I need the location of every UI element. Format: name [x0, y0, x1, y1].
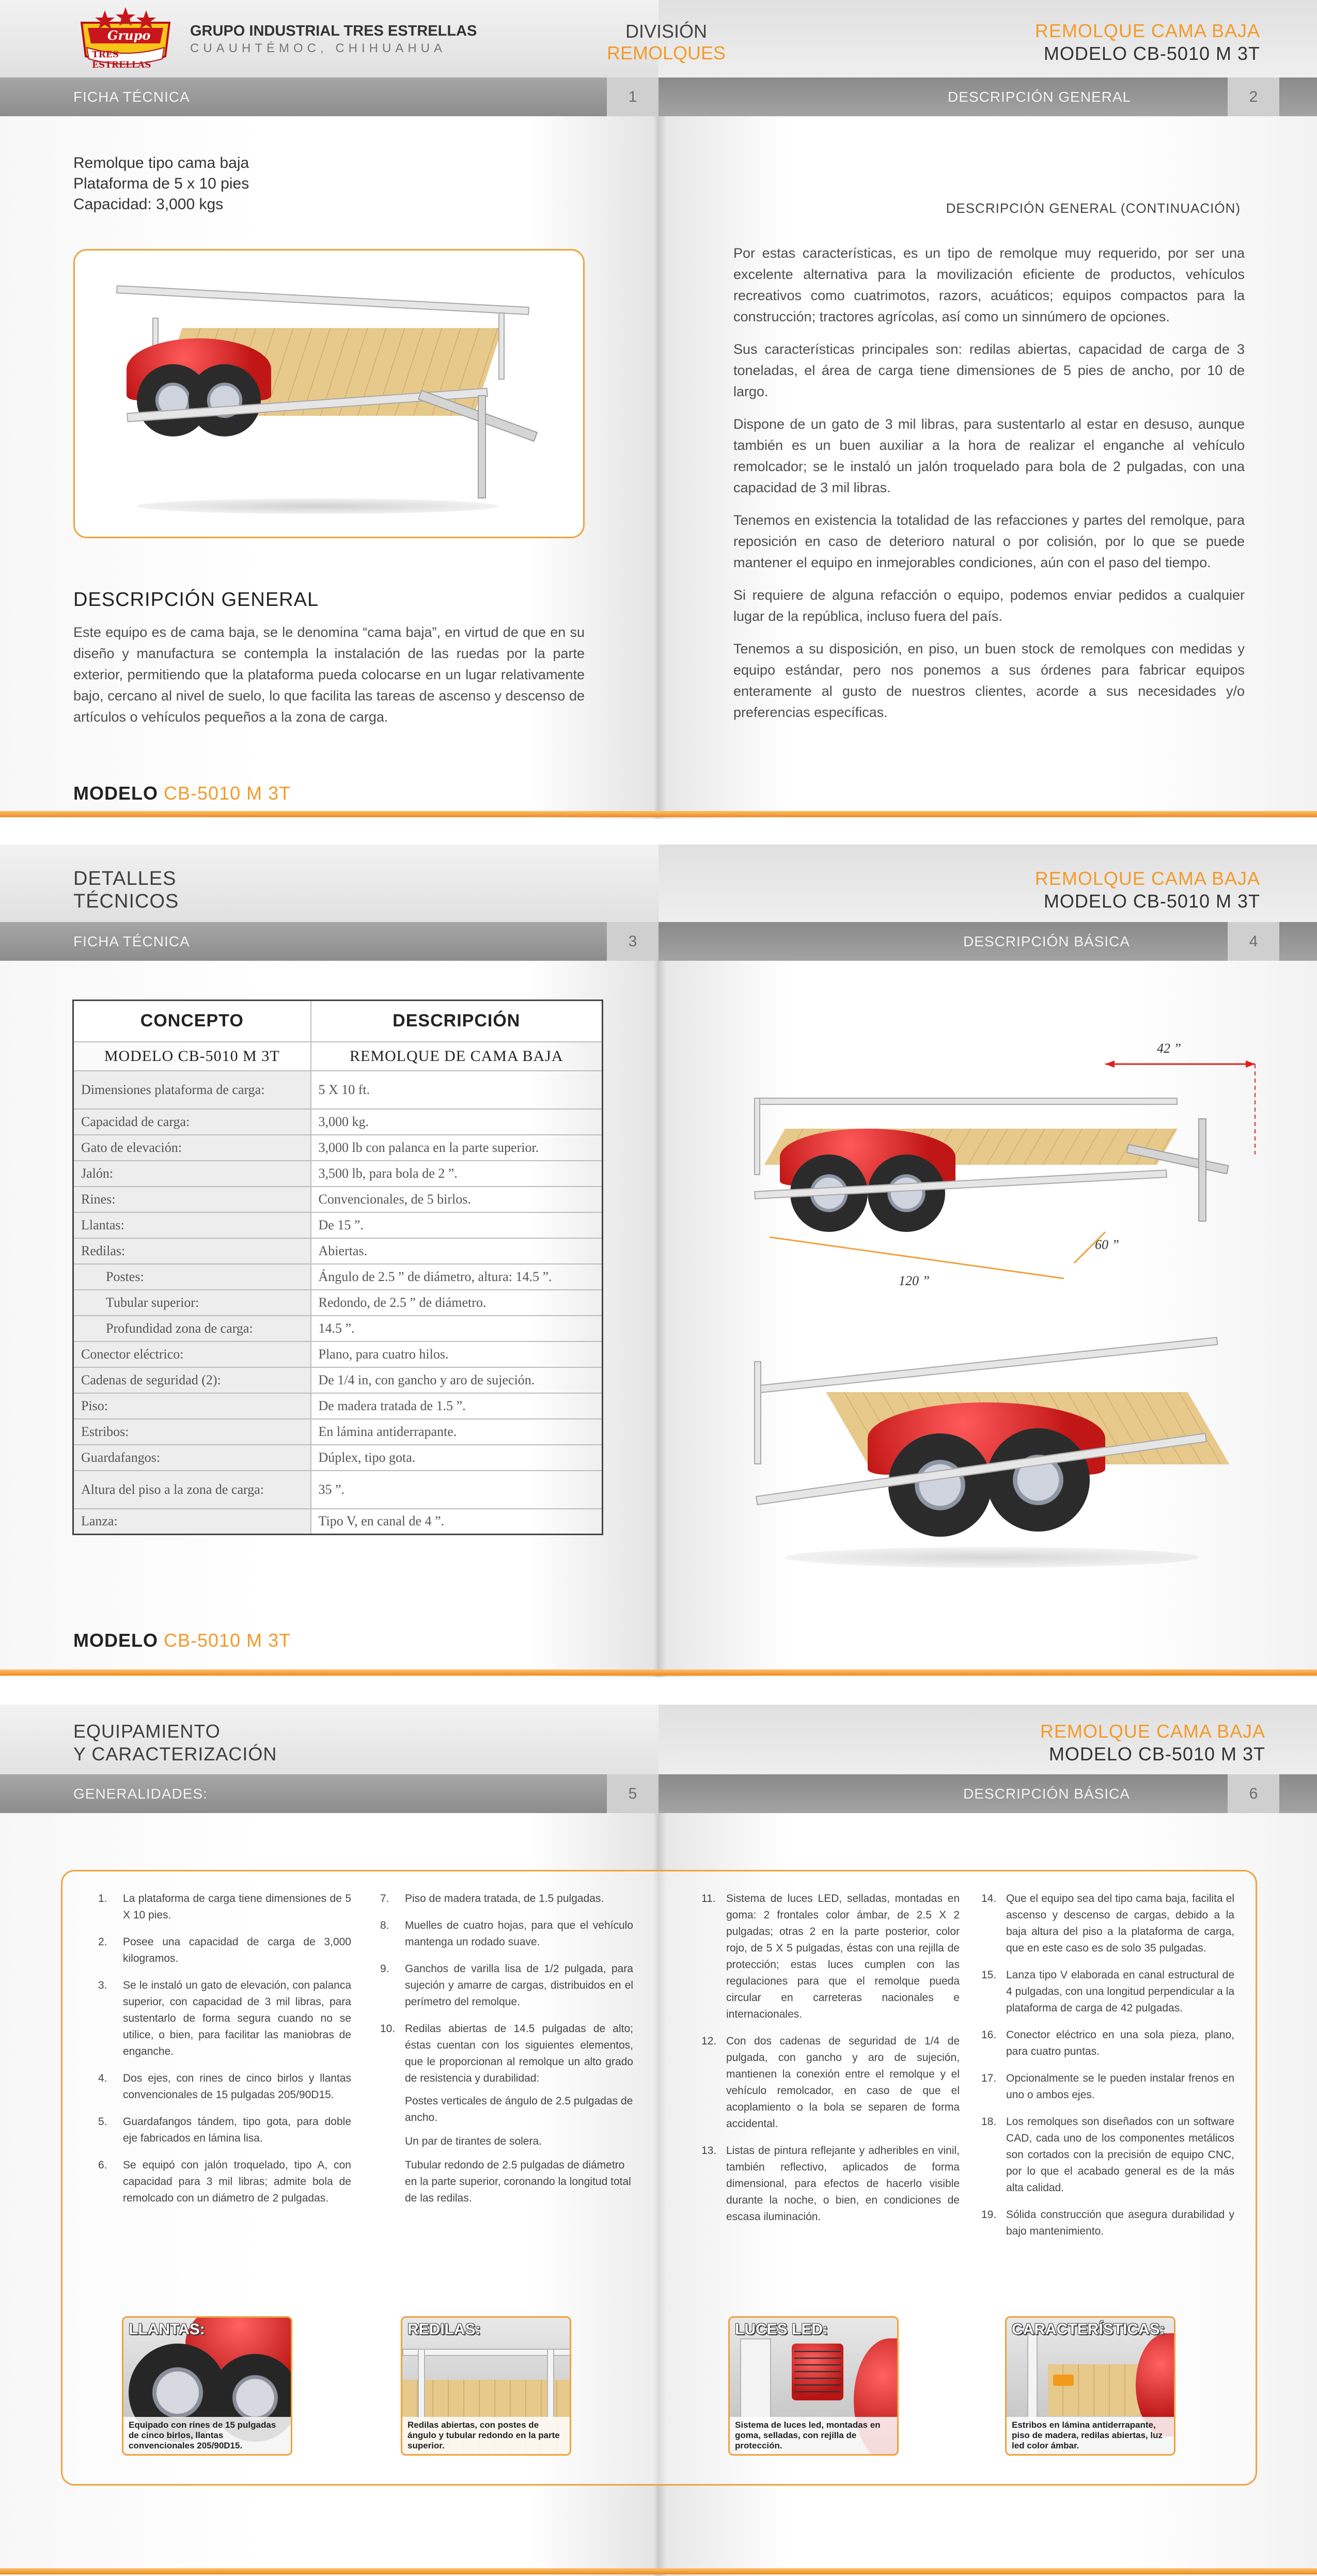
continuation-body [733, 243, 1245, 735]
photo-title: CARACTERÍSTICAS: [1012, 2321, 1165, 2338]
item-text: Posee una capacidad de carga de 3,000 kilogramos. [123, 1936, 351, 1964]
division-name: REMOLQUES [606, 42, 726, 64]
section-bar-left [0, 77, 658, 116]
item-number: 15. [981, 1969, 997, 1981]
continuation-heading: DESCRIPCIÓN GENERAL (CONTINUACIÓN) [946, 200, 1241, 216]
model-code: CB-5010 M 3T [164, 1630, 291, 1651]
section-bar-right [658, 922, 1317, 961]
photo-redilas [401, 2316, 571, 2456]
list-item [380, 2021, 633, 2087]
item-number: 4. [98, 2072, 107, 2084]
description-cell: En lámina antiderrapante. [311, 1419, 603, 1445]
table-header-descripcion: DESCRIPCIÓN [311, 1001, 603, 1042]
list-item [981, 2207, 1234, 2240]
orange-rule [0, 811, 1317, 817]
section-title-line: DETALLES [73, 868, 177, 889]
product-model: MODELO CB-5010 M 3T [1048, 1743, 1265, 1765]
table-header-concepto: CONCEPTO [73, 1001, 311, 1042]
intro-line: Remolque tipo cama baja [73, 154, 249, 171]
table-row [73, 1316, 603, 1341]
list-item [98, 2070, 351, 2103]
item-text: Opcionalmente se le pueden instalar frenos en uno o ambos ejes. [1006, 2072, 1234, 2101]
table-row [73, 1109, 603, 1135]
list-item [380, 1891, 633, 1907]
concept-cell: Jalón: [73, 1161, 311, 1186]
section-label-descripcion: DESCRIPCIÓN GENERAL [948, 89, 1132, 105]
photo-caption: Redilas abiertas, con postes de ángulo y tubular redondo en la parte superior. [402, 2417, 570, 2454]
item-number: 11. [701, 1893, 716, 1904]
section-label-generalidades: GENERALIDADES: [73, 1786, 208, 1802]
product-model: MODELO CB-5010 M 3T [1043, 43, 1260, 64]
item-number: 12. [701, 2035, 717, 2047]
table-row [73, 1264, 603, 1290]
desc-heading: DESCRIPCIÓN GENERAL [73, 589, 319, 611]
section-bar-right [658, 77, 1317, 116]
concept-cell: Conector eléctrico: [73, 1341, 311, 1367]
concept-cell: Rines: [73, 1186, 311, 1212]
product-type: REMOLQUE CAMA BAJA [1034, 20, 1260, 41]
concept-cell: Llantas: [73, 1212, 311, 1238]
item-text: La plataforma de carga tiene dimensiones de 5 X 10 pies. [123, 1893, 351, 1921]
concept-cell: Profundidad zona de carga: [73, 1316, 311, 1341]
railing-detail: Tubular redondo de 2.5 pulgadas de diámetro en la parte superior, coronando la longitud total de las redilas. [405, 2159, 631, 2204]
section-bar-left [0, 922, 658, 961]
concept-cell: Guardafangos: [73, 1445, 311, 1471]
list-item [701, 1891, 960, 2023]
photo-title: REDILAS: [407, 2321, 481, 2338]
item-text: Sistema de luces LED, selladas, montadas en goma: 2 frontales color ámbar, de 2.5 X 2 pulgadas; otras 2 en la parte posterior, color rojo, de 5 X 5 pulgadas, éstas con una rejilla de protección; estas luces cumplen con las regulaciones para que el remolque pueda circular en carreteras nacionales e internacionales. [726, 1893, 960, 2020]
list-item [98, 1891, 351, 1924]
section-title-line: TÉCNICOS [73, 891, 179, 912]
desc-body: Este equipo es de cama baja, se le denomina “cama baja”, en virtud de que en su diseño y manufactura se contempla la instalación de las ruedas por la parte exterior, permitiendo que la plataforma pueda colocarse en un lugar relativamente bajo, cercano al nivel de suelo, lo que facilita las tareas de ascenso y descenso de artículos o vehículos pequeños a la zona de carga. [73, 625, 585, 725]
table-row [73, 1161, 603, 1186]
item-text: Redilas abiertas de 14.5 pulgadas de alto; éstas cuentan con los siguientes elementos, que le proporcionan al remolque un alto grado de resistencia y durabilidad: [405, 2023, 633, 2084]
section-title [73, 867, 179, 913]
page-number-1: 1 [607, 77, 658, 116]
list-item [98, 2114, 351, 2147]
description-cell: De 15 ”. [311, 1212, 603, 1238]
paragraph: Sus características principales son: redilas abiertas, capacidad de carga de 3 toneladas, el área de carga tiene dimensiones de 5 pies de ancho, por 10 de largo. [733, 341, 1245, 399]
concept-cell: Capacidad de carga: [73, 1109, 311, 1135]
section-title-line: EQUIPAMIENTO [73, 1721, 221, 1742]
page-number-5: 5 [607, 1774, 658, 1813]
concept-cell: Gato de elevación: [73, 1135, 311, 1161]
product-title [1035, 867, 1260, 913]
company-logo [76, 7, 175, 69]
dimension-diagram [733, 1041, 1271, 1309]
photo-llantas [122, 2316, 292, 2456]
section-bar-left [0, 1774, 658, 1813]
table-row [73, 1290, 603, 1316]
description-cell: 35 ”. [311, 1471, 603, 1509]
items-column-2 [380, 1891, 633, 2214]
item-text: Que el equipo sea del tipo cama baja, facilita el ascenso y descenso de cargas, debido a la baja altura del piso a la plataforma de carga, que en este caso es de solo 35 pulgadas. [1006, 1893, 1234, 1954]
page-number-6: 6 [1228, 1774, 1279, 1813]
table-subheader-type: REMOLQUE DE CAMA BAJA [311, 1042, 603, 1071]
item-text: Se equipó con jalón troquelado, tipo A, con capacidad para 3 mil libras; admite bola de remolcado con un diámetro de 2 pulgadas. [123, 2159, 351, 2204]
paragraph: Tenemos en existencia la totalidad de las refacciones y partes del remolque, para reposición en caso de deterioro natural o por colisión, por lo que se puede mantener el equipo en inmejorables condiciones, aún con el paso del tiempo. [733, 512, 1245, 570]
page-number-3: 3 [607, 922, 658, 961]
product-title [1040, 1720, 1265, 1766]
item-text: Muelles de cuatro hojas, para que el vehículo mantenga un rodado suave. [405, 1919, 633, 1948]
table-row [73, 1135, 603, 1161]
photo-title: LUCES LED: [735, 2321, 828, 2338]
list-item [981, 2114, 1234, 2196]
list-item [380, 1917, 633, 1950]
item-number: 10. [380, 2023, 396, 2035]
product-model: MODELO CB-5010 M 3T [1043, 891, 1260, 912]
spread-pages-1-2 [0, 0, 1317, 819]
item-text: Piso de madera tratada, de 1.5 pulgadas. [405, 1893, 604, 1904]
item-number: 9. [380, 1963, 389, 1975]
table-row [73, 1509, 603, 1535]
list-item [701, 2033, 960, 2132]
table-row [73, 1367, 603, 1393]
list-item [98, 1934, 351, 1967]
item-text: Dos ejes, con rines de cinco birlos y llantas convencionales de 15 pulgadas 205/90D15. [123, 2072, 351, 2101]
list-item [701, 2143, 960, 2225]
section-label-ficha: FICHA TÉCNICA [73, 933, 190, 949]
spec-table [72, 1000, 603, 1535]
photo-luces-led [728, 2316, 899, 2456]
description-cell: De 1/4 in, con gancho y aro de sujeción. [311, 1367, 603, 1393]
item-text: Lanza tipo V elaborada en canal estructural de 4 pulgadas, con una longitud perpendicular a la plataforma de carga de 42 pulgadas. [1006, 1969, 1234, 2014]
description-cell: 14.5 ”. [311, 1316, 603, 1341]
orange-rule [0, 2568, 1317, 2574]
item-number: 2. [98, 1936, 107, 1948]
product-type: REMOLQUE CAMA BAJA [1040, 1721, 1265, 1742]
photo-caption: Equipado con rines de 15 pulgadas de cinco birlos, llantas convencionales 205/90D15. [123, 2417, 291, 2454]
item-number: 8. [380, 1919, 389, 1931]
spread-pages-3-4 [0, 845, 1317, 1677]
model-footer [73, 1630, 291, 1651]
table-row [73, 1445, 603, 1471]
section-label-basica: DESCRIPCIÓN BÁSICA [963, 1786, 1130, 1802]
trailer-image [106, 282, 550, 524]
item-text: Sólida construcción que asegura durabilidad y bajo mantenimiento. [1006, 2209, 1234, 2237]
description-cell: Tipo V, en canal de 4 ”. [311, 1509, 603, 1535]
description-cell: Convencionales, de 5 birlos. [311, 1186, 603, 1212]
item-number: 17. [981, 2072, 997, 2084]
item-number: 3. [98, 1979, 107, 1991]
railing-detail: Un par de tirantes de solera. [405, 2135, 542, 2147]
item-number: 16. [981, 2029, 997, 2041]
logo-bottom-text: TRES ESTRELLAS [92, 50, 151, 70]
table-row [73, 1419, 603, 1445]
item-number: 7. [380, 1893, 389, 1904]
description-cell: 3,500 lb, para bola de 2 ”. [311, 1161, 603, 1186]
list-item [981, 1967, 1234, 2017]
description-cell: Plano, para cuatro hilos. [311, 1341, 603, 1367]
company-city: CUAUHTÉMOC, CHIHUAHUA [190, 41, 447, 55]
concept-cell: Postes: [73, 1264, 311, 1290]
item-number: 14. [981, 1893, 997, 1904]
description-cell: 5 X 10 ft. [311, 1071, 603, 1109]
item-number: 5. [98, 2116, 107, 2128]
item-number: 1. [98, 1893, 107, 1904]
dimension-length: 120 ” [899, 1273, 930, 1288]
item-text: Se le instaló un gato de elevación, con palanca superior, con capacidad de 3 mil libras, para sustentarlo de forma segura cuando no se utilice, o bien, para facilitar las maniobras de enganche. [123, 1979, 351, 2057]
concept-cell: Tubular superior: [73, 1290, 311, 1316]
concept-cell: Dimensiones plataforma de carga: [73, 1071, 311, 1109]
model-label: MODELO [73, 1630, 158, 1651]
concept-cell: Redilas: [73, 1238, 311, 1264]
logo-top-text: Grupo [107, 28, 151, 43]
item-text: Ganchos de varilla lisa de 1/2 pulgada, para sujeción y amarre de cargas, distribuidos en el perímetro del remolque. [405, 1963, 633, 2008]
description-cell: De madera tratada de 1.5 ”. [311, 1393, 603, 1419]
table-subheader-model: MODELO CB-5010 M 3T [73, 1042, 311, 1071]
concept-cell: Piso: [73, 1393, 311, 1419]
description-cell: 3,000 lb con palanca en la parte superior. [311, 1135, 603, 1161]
product-title [1035, 20, 1260, 65]
model-footer [73, 783, 291, 804]
description-cell: Dúplex, tipo gota. [311, 1445, 603, 1471]
section-label-basica: DESCRIPCIÓN BÁSICA [963, 933, 1130, 949]
items-column-1 [98, 1891, 351, 2217]
paragraph: Si requiere de alguna refacción o equipo, podemos enviar pedidos a cualquier lugar de la república, incluso fuera del país. [733, 587, 1245, 624]
table-row [73, 1393, 603, 1419]
items-column-3 [701, 1891, 960, 2236]
description-cell: Abiertas. [311, 1238, 603, 1264]
description-cell: Redondo, de 2.5 ” de diámetro. [311, 1290, 603, 1316]
paragraph: Dispone de un gato de 3 mil libras, para sustentarlo al estar en desuso, aunque también es un buen auxiliar a la hora de realizar el enganche al vehículo remolcador; se le instaló un jalón troquelado para bola de 2 pulgadas, con una capacidad de 3 mil libras. [733, 416, 1245, 495]
paragraph: Por estas características, es un tipo de remolque muy requerido, por ser una excelente alternativa para la movilización eficiente de productos, vehículos recreativos como cuatrimotos, razors, acuáticos; equipos compactos para la construcción; tractores agrícolas, así como un sinnúmero de opciones. [733, 245, 1245, 324]
photo-title: LLANTAS: [129, 2321, 205, 2338]
list-item [380, 1961, 633, 2010]
section-bar-right [658, 1774, 1317, 1813]
item-number: 19. [981, 2209, 997, 2221]
table-row [73, 1341, 603, 1367]
list-item [98, 1977, 351, 2060]
item-number: 13. [701, 2145, 717, 2157]
product-type: REMOLQUE CAMA BAJA [1034, 868, 1260, 889]
page-gap [0, 1677, 1317, 1705]
photo-caracteristicas [1005, 2316, 1175, 2456]
items-column-4 [981, 1891, 1234, 2250]
item-text: Conector eléctrico en una sola pieza, plano, para cuatro puntas. [1006, 2029, 1234, 2057]
item-text: Listas de pintura reflejante y adheribles en vinil, también reflectivo, aplicados de forma dimensional, para efectos de hacerlo visible durante la noche, o bien, en condiciones de escasa iluminación. [726, 2145, 960, 2223]
trailer-rear-image [744, 1340, 1260, 1578]
railing-detail: Postes verticales de ángulo de 2.5 pulgadas de ancho. [405, 2095, 633, 2124]
section-title-line: Y CARACTERIZACIÓN [73, 1743, 277, 1765]
item-number: 6. [98, 2159, 107, 2171]
company-name: GRUPO INDUSTRIAL TRES ESTRELLAS [190, 23, 477, 39]
description-cell: Ángulo de 2.5 ” de diámetro, altura: 14.5 ”. [311, 1264, 603, 1290]
concept-cell: Estribos: [73, 1419, 311, 1445]
list-item [981, 1891, 1234, 1957]
item-text: Con dos cadenas de seguridad de 1/4 de pulgada, con gancho y aro de sujeción, mantienen la conexión entre el remolque y el vehículo remolcador, en caso de que el acoplamiento o la bola se separen de forma accidental. [726, 2035, 960, 2130]
item-text: Guardafangos tándem, tipo gota, para doble eje fabricados en lámina lisa. [123, 2116, 351, 2144]
list-item [98, 2157, 351, 2207]
concept-cell: Cadenas de seguridad (2): [73, 1367, 311, 1393]
table-row [73, 1238, 603, 1264]
division-label: DIVISIÓN [625, 21, 708, 42]
concept-cell: Altura del piso a la zona de carga: [73, 1471, 311, 1509]
dimension-depth: 60 ” [1095, 1237, 1119, 1252]
intro-line: Capacidad: 3,000 kgs [73, 196, 224, 213]
intro-line: Plataforma de 5 x 10 pies [73, 175, 249, 192]
page-gap [0, 819, 1317, 845]
photo-caption: Estribos en lámina antiderrapante, piso de madera, redilas abiertas, luz led color ámbar. [1007, 2417, 1174, 2454]
page-number-2: 2 [1228, 77, 1279, 116]
intro-specs [73, 153, 249, 215]
section-label-ficha: FICHA TÉCNICA [73, 89, 190, 105]
product-photo-frame [73, 249, 585, 538]
page-number-4: 4 [1228, 922, 1279, 961]
orange-rule [0, 1669, 1317, 1676]
item-number: 18. [981, 2116, 997, 2128]
list-item [981, 2027, 1234, 2060]
list-item [981, 2070, 1234, 2103]
item-text: Los remolques son diseñados con un software CAD, cada uno de los componentes metálicos son cortados con la precisión de equipo CNC, por lo que el acabado general es de la más alta calidad. [1006, 2116, 1234, 2194]
table-row [73, 1212, 603, 1238]
dimension-width: 42 ” [1157, 1041, 1181, 1056]
trailer-side-image [754, 1077, 1219, 1253]
concept-cell: Lanza: [73, 1509, 311, 1535]
table-row [73, 1186, 603, 1212]
description-cell: 3,000 kg. [311, 1109, 603, 1135]
model-code: CB-5010 M 3T [164, 783, 291, 804]
model-label: MODELO [73, 783, 158, 804]
section-title [73, 1720, 277, 1766]
table-row [73, 1071, 603, 1109]
photo-caption: Sistema de luces led, montadas en goma, selladas, con rejilla de protección. [730, 2417, 897, 2454]
paragraph: Tenemos a su disposición, en piso, un buen stock de remolques con medidas y equipo estándar, pero nos ponemos a sus órdenes para fabricar equipos enteramente al gusto de nuestros clientes, acorde a sus necesidades y/o preferencias específicas. [733, 641, 1245, 720]
table-row [73, 1471, 603, 1509]
